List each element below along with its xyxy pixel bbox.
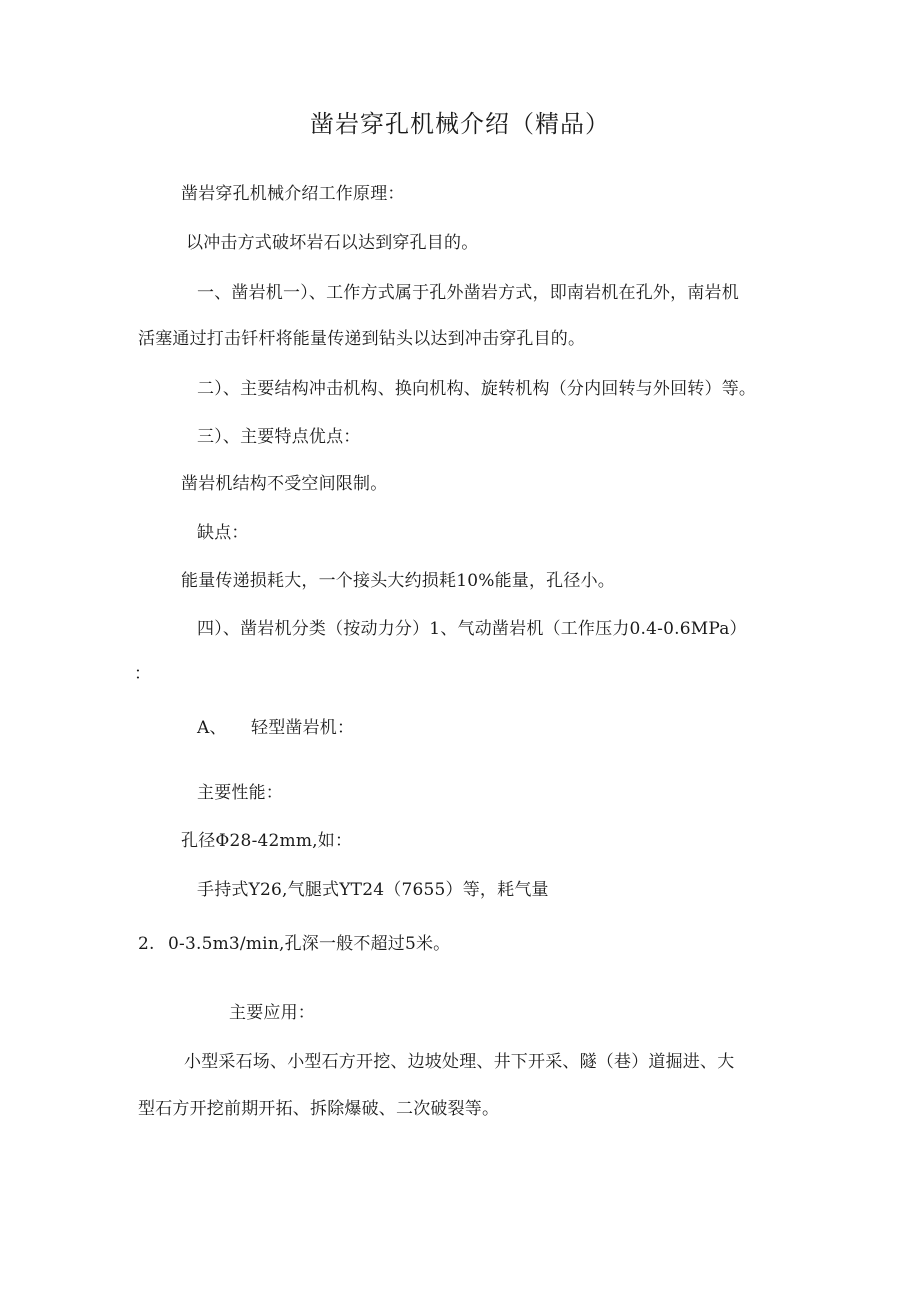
paragraph-section-1-line-2: 活塞通过打击钎杆将能量传递到钻头以达到冲击穿孔目的。 (138, 329, 586, 349)
paragraph-section-3: 三）、主要特点优点： (197, 427, 361, 447)
paragraph-models: 手持式Y26,气腿式YT24（7655）等，耗气量 (197, 880, 549, 900)
paragraph-disadvantage: 能量传递损耗大，一个接头大约损耗10%能量，孔径小。 (181, 571, 615, 591)
paragraph-section-4-line-1: 四）、凿岩机分类（按动力分）1、气动凿岩机（工作压力0.4-0.6MPa） (197, 619, 747, 639)
paragraph-section-2: 二）、主要结构冲击机构、换向机构、旋转机构（分内回转与外回转）等。 (197, 379, 757, 399)
list-label-a: A、 (197, 718, 227, 738)
paragraph-air-consumption: 0-3.5m3/min,孔深一般不超过5米。 (168, 934, 451, 954)
list-number-2: 2. (138, 934, 155, 954)
paragraph-disadvantage-heading: 缺点： (197, 523, 249, 543)
paragraph-main-performance: 主要性能： (197, 783, 283, 803)
page-title: 凿岩穿孔机械介绍（精品） (310, 110, 610, 138)
paragraph-main-application-heading: 主要应用： (229, 1003, 315, 1023)
paragraph-section-1-line-1: 一、凿岩机一）、工作方式属于孔外凿岩方式，即南岩机在孔外，南岩机 (197, 283, 739, 303)
paragraph-application-line-2: 型石方开挖前期开拓、拆除爆破、二次破裂等。 (138, 1099, 500, 1119)
paragraph-application-line-1: 小型采石场、小型石方开挖、边坡处理、井下开采、隧（巷）道掘进、大 (184, 1052, 735, 1072)
paragraph-working-principle-heading: 凿岩穿孔机械介绍工作原理： (181, 184, 405, 204)
paragraph-section-4-line-2: ： (134, 664, 152, 684)
paragraph-hole-diameter: 孔径Φ28-42mm,如： (181, 831, 353, 851)
paragraph-advantage: 凿岩机结构不受空间限制。 (181, 474, 388, 494)
paragraph-working-principle: 以冲击方式破坏岩石以达到穿孔目的。 (186, 233, 479, 253)
paragraph-light-drill: 轻型凿岩机： (251, 718, 355, 738)
